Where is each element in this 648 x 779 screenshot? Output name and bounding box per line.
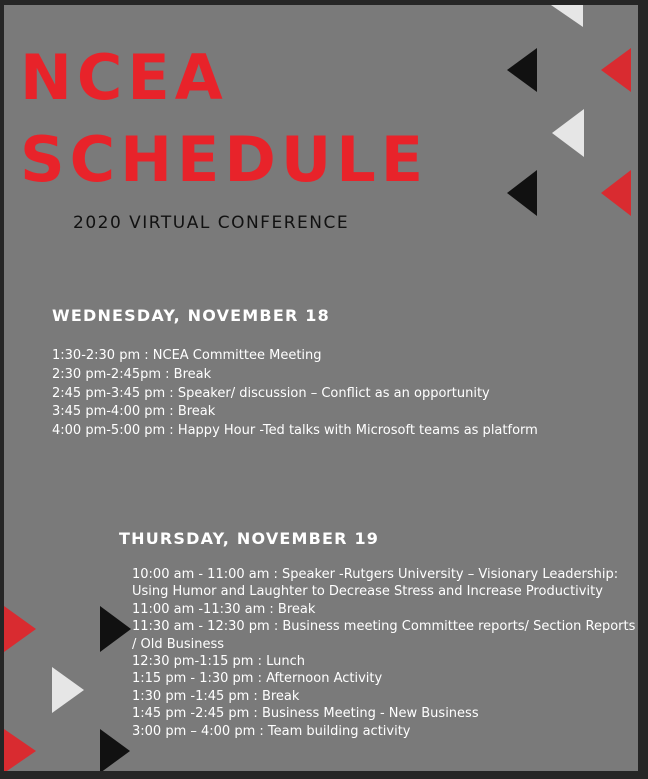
decorative-triangle-light-right <box>52 667 84 713</box>
decorative-triangle-light-top <box>551 5 583 27</box>
schedule-item: 1:45 pm -2:45 pm : Business Meeting - New Business <box>132 706 479 722</box>
title-line-2: SCHEDULE <box>20 123 429 196</box>
decorative-triangle-black-right-2 <box>100 729 130 771</box>
decorative-triangle-light-left <box>552 109 584 157</box>
schedule-item: 2:45 pm-3:45 pm : Speaker/ discussion – Conflict as an opportunity <box>52 385 490 401</box>
schedule-item: 2:30 pm-2:45pm : Break <box>52 366 212 382</box>
decorative-triangle-black-right-1 <box>100 606 131 652</box>
schedule-list-wednesday <box>52 347 538 441</box>
schedule-item: 12:30 pm-1:15 pm : Lunch <box>132 654 305 670</box>
decorative-triangle-black-left-2 <box>507 170 537 216</box>
schedule-list-thursday <box>132 566 638 740</box>
decorative-triangle-red-left-2 <box>601 170 631 216</box>
schedule-flyer <box>4 5 638 771</box>
decorative-triangle-red-right-2 <box>4 729 36 771</box>
schedule-item: 1:30 pm -1:45 pm : Break <box>132 688 300 704</box>
schedule-item: 10:00 am - 11:00 am : Speaker -Rutgers University – Visionary Leadership: Using Humor and Laughter to Decrease Stress and Increase Productivity <box>132 567 619 600</box>
schedule-item: 1:30-2:30 pm : NCEA Committee Meeting <box>52 348 322 363</box>
schedule-item: 1:15 pm - 1:30 pm : Afternoon Activity <box>132 671 383 687</box>
decorative-triangle-red-right-1 <box>4 606 36 652</box>
schedule-item: 3:00 pm – 4:00 pm : Team building activity <box>132 723 411 739</box>
schedule-item: 3:45 pm-4:00 pm : Break <box>52 404 216 420</box>
subtitle: 2020 VIRTUAL CONFERENCE <box>73 213 350 233</box>
decorative-triangle-black-left-1 <box>507 48 537 92</box>
decorative-triangle-red-left-1 <box>601 48 631 92</box>
day-heading-thursday: THURSDAY, NOVEMBER 19 <box>119 529 380 548</box>
schedule-item: 11:30 am - 12:30 pm : Business meeting Committee reports/ Section Reports / Old Business <box>132 619 636 652</box>
schedule-item: 4:00 pm-5:00 pm : Happy Hour -Ted talks with Microsoft teams as platform <box>52 423 538 439</box>
day-heading-wednesday: WEDNESDAY, NOVEMBER 18 <box>52 306 330 325</box>
schedule-item: 11:00 am -11:30 am : Break <box>132 601 316 617</box>
title-line-1: NCEA <box>20 41 228 114</box>
